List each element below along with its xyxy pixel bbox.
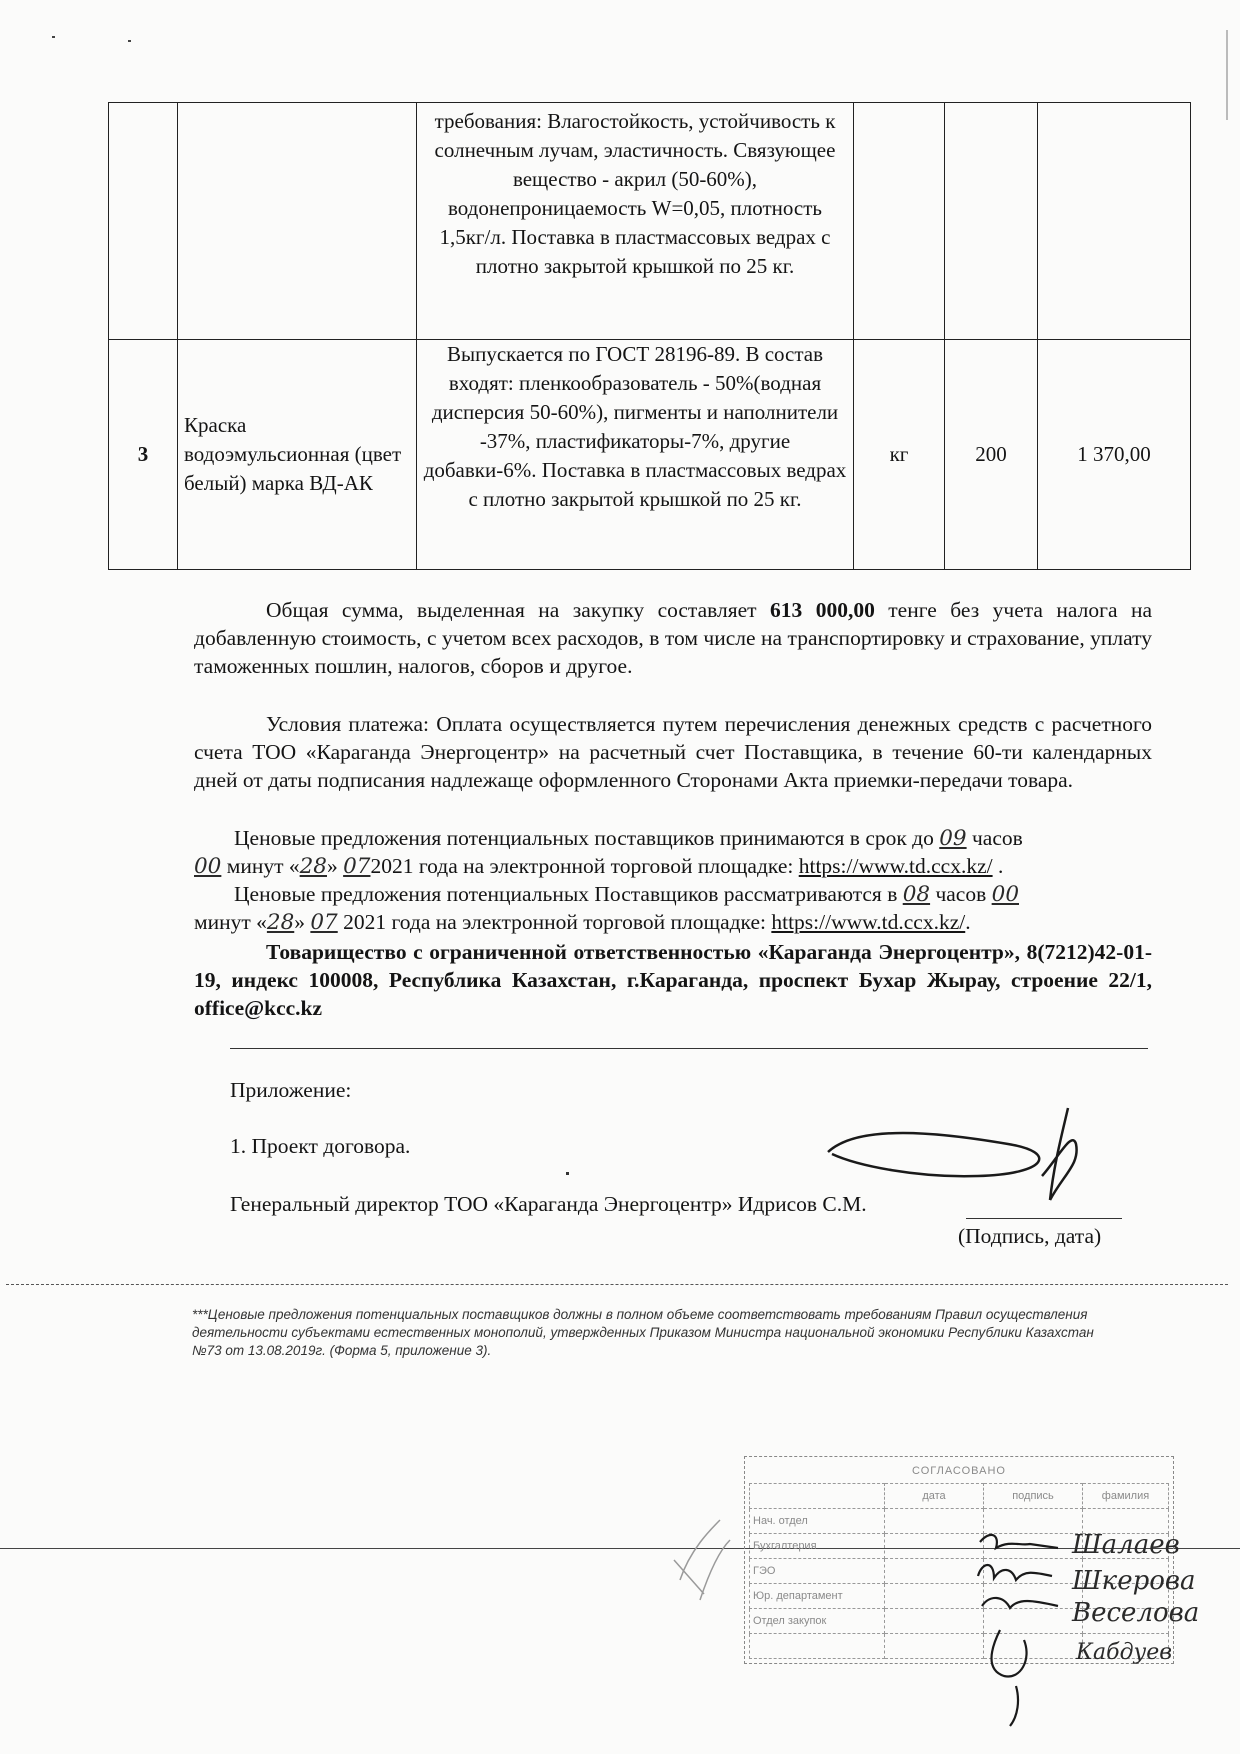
review-line-1 xyxy=(234,880,1019,909)
total-paragraph xyxy=(194,596,1152,680)
review-year-text: 2021 года на электронной торговой площадке: xyxy=(343,910,766,934)
handwritten-name: Шкерова xyxy=(1072,1566,1196,1596)
acceptance-minutes-handwritten: 00 xyxy=(194,854,222,879)
trading-platform-link[interactable]: https://www.td.ccx.kz/ xyxy=(798,854,993,878)
item-price: 1 370,00 xyxy=(1038,340,1191,570)
review-text: Ценовые предложения потенциальных Поставщиков рассматриваются в xyxy=(234,882,898,906)
company-details: Товарищество с ограниченной ответственностью «Караганда Энергоцентр», 8(7212)42-01-19, индекс 100008, Республика Казахстан, г.Караганда, проспект Бухар Жырау, строение 22/1, office@kcc.kz xyxy=(194,940,1152,1020)
hours-label: часов xyxy=(971,826,1023,850)
table-row xyxy=(109,340,1191,570)
item-name: Краска водоэмульсионная (цвет белый) марка ВД-АК xyxy=(178,340,417,570)
acceptance-year-text: 2021 года на электронной торговой площадке: xyxy=(370,854,794,878)
signature-underline xyxy=(966,1218,1122,1219)
item-quantity: 200 xyxy=(945,340,1038,570)
stamp-header-signature: подпись xyxy=(984,1484,1083,1509)
trading-platform-link[interactable]: https://www.td.ccx.kz/ xyxy=(771,910,966,934)
stamp-header-date: дата xyxy=(885,1484,984,1509)
item-unit xyxy=(854,103,945,340)
table-row xyxy=(109,103,1191,340)
acceptance-line-1 xyxy=(234,824,1023,853)
scan-speck xyxy=(566,1172,569,1175)
acceptance-text: Ценовые предложения потенциальных поставщиков принимаются в срок до xyxy=(234,826,934,850)
total-amount: 613 000,00 xyxy=(770,598,875,622)
scan-edge xyxy=(1226,30,1228,120)
review-day-handwritten: 28 xyxy=(266,910,295,935)
stamp-role: Отдел закупок xyxy=(750,1609,885,1634)
item-price xyxy=(1038,103,1191,340)
specification-table xyxy=(108,102,1191,570)
scan-speck xyxy=(128,40,131,42)
payment-terms: Условия платежа: Оплата осуществляется путем перечисления денежных средств с расчетного счета ТОО «Караганда Энергоцентр» на расчетный счет Поставщика, в течение 60-ти календарных дней от даты подписания надлежаще оформленного Сторонами Акта приемки-передачи товара. xyxy=(194,712,1152,792)
acceptance-day-handwritten: 28 xyxy=(299,854,327,879)
total-suffix: тенге без учета налога на добавленную стоимость, с учетом всех расходов, в том числе на транспортировку и страхование, уплату таможенных пошлин, налогов, сборов и другое. xyxy=(194,598,1152,678)
approval-signatures xyxy=(660,1490,1080,1730)
hours-label: часов xyxy=(935,882,987,906)
acceptance-month-handwritten: 07 xyxy=(343,854,371,879)
stamp-role: Юр. департамент xyxy=(750,1584,885,1609)
item-unit: кг xyxy=(854,340,945,570)
stamp-header-surname: фамилия xyxy=(1083,1484,1169,1509)
director-line: Генеральный директор ТОО «Караганда Энергоцентр» Идрисов С.М. xyxy=(230,1192,867,1216)
minutes-label: минут « xyxy=(226,854,300,878)
handwritten-name: Шалаев xyxy=(1072,1530,1180,1560)
item-description: Выпускается по ГОСТ 28196-89. В состав входят: пленкообразователь - 50%(водная дисперсия 50-60%), пигменты и наполнители -37%, пластификаторы-7%, другие добавки-6%. Поставка в пластмассовых ведрах с плотно закрытой крышкой по 25 кг. xyxy=(417,340,854,570)
handwritten-name: Кабдуев xyxy=(1076,1640,1173,1665)
total-prefix: Общая сумма, выделенная на закупку составляет xyxy=(266,598,771,622)
footnote: ***Ценовые предложения потенциальных поставщиков должны в полном объеме соответствовать требованиям Правил осуществления деятельности субъектами естественных монополий, утвержденных Приказом Министра национальной экономики Республики Казахстан №73 от 13.08.2019г. (Форма 5, приложение 3). xyxy=(192,1307,1094,1358)
handwritten-name: Веселова xyxy=(1072,1598,1200,1628)
signature-caption: (Подпись, дата) xyxy=(958,1224,1102,1248)
row-number: 3 xyxy=(109,340,178,570)
review-line-2 xyxy=(194,908,971,937)
item-quantity xyxy=(945,103,1038,340)
row-number xyxy=(109,103,178,340)
quote-close: » xyxy=(326,854,338,878)
stamp-role: Бухгалтерия xyxy=(750,1534,885,1559)
review-hours-handwritten: 08 xyxy=(902,882,931,907)
period: . xyxy=(997,854,1004,878)
stamp-role: ГЭО xyxy=(750,1559,885,1584)
review-minutes-handwritten: 00 xyxy=(991,882,1019,907)
attachment-title: Приложение: xyxy=(230,1078,352,1102)
acceptance-hours-handwritten: 09 xyxy=(939,826,967,851)
item-description: требования: Влагостойкость, устойчивость к солнечным лучам, эластичность. Связующее вещество - акрил (50-60%), водонепроницаемость W=0,05, плотность 1,5кг/л. Поставка в пластмассовых ведрах с плотно закрытой крышкой по 25 кг. xyxy=(417,103,854,340)
divider xyxy=(230,1048,1148,1049)
review-month-handwritten: 07 xyxy=(310,910,338,935)
stamp-role: Нач. отдел xyxy=(750,1509,885,1534)
period: . xyxy=(965,910,971,934)
acceptance-line-2 xyxy=(194,852,1003,881)
page-separator xyxy=(6,1284,1228,1285)
quote-close: » xyxy=(294,910,305,934)
item-name xyxy=(178,103,417,340)
scan-speck xyxy=(52,36,55,38)
stamp-title: СОГЛАСОВАНО xyxy=(912,1465,1006,1477)
minutes-label: минут « xyxy=(194,910,267,934)
attachment-item: 1. Проект договора. xyxy=(230,1134,411,1158)
